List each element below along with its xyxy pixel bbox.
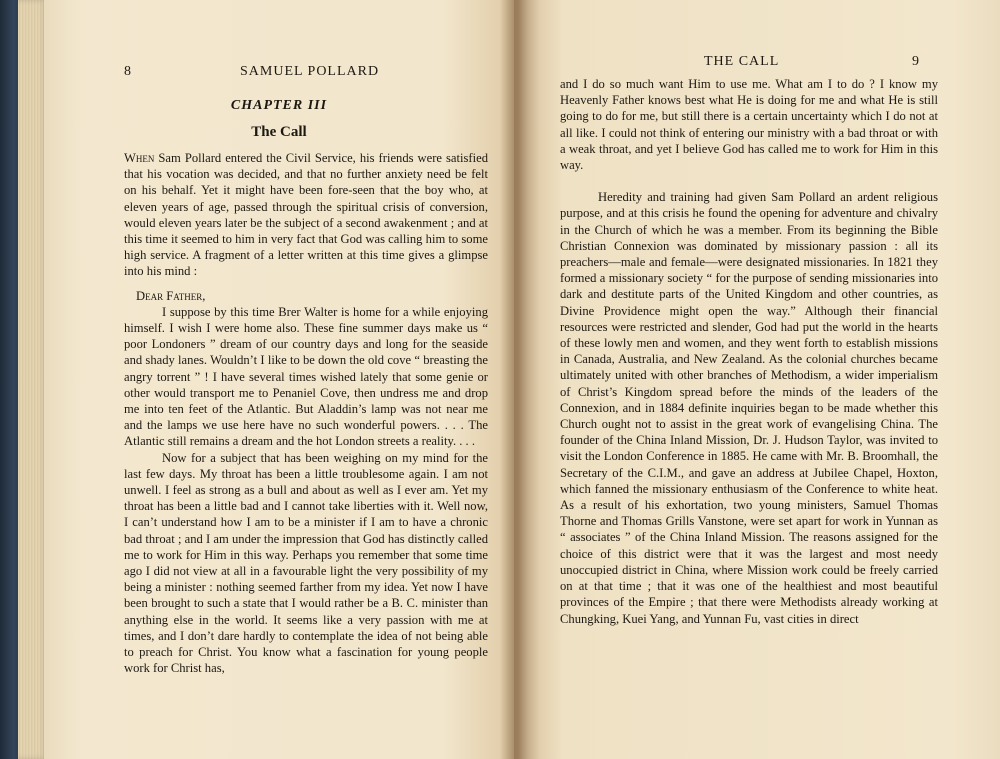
right-page: [514, 0, 1000, 759]
chapter-title: The Call: [251, 124, 307, 140]
opening-paragraph-text: Sam Pollard entered the Civil Service, his friends were satisfied that his vocation was decided, and that no further anxiety need be felt on his behalf. Yet it might have been fore-seen that the boy who, at eleven years of age, passed through the spiritual crisis of conversion, would eleven years later be the subject of a second awakenment ; and at this time it seemed to him in very fact that God was calling him to some high service. A fragment of a letter written at this time gives a glimpse into his mind :: [124, 151, 488, 279]
opening-word: When: [124, 151, 155, 165]
right-text-block: [560, 76, 938, 627]
letter-closing-paragraph: and I do so much want Him to use me. What am I to do ? I know my Heavenly Father knows best what He is doing for me and what He is still going to do for me, but still there is a certain uncertainty which I do not at all like. I could not think of entering our ministry with a bad throat or with a weak throat, and yet I believe God has called me to work for Him in this way.: [560, 77, 938, 173]
letter-paragraph: I suppose by this time Brer Walter is home for a while enjoying himself. I wish I were home also. These fine summer days make us “ poor Londoners ” dream of our country days and long for the seaside and shady lanes. Wouldn’t I like to be down the old cove “ breasting the angry torrent ” ! I have several times wished lately that some genie or other would transport me to Penaniel Cove, then undress me and drop me into ten feet of the Atlantic. But Aladdin’s lamp was not near me and the lamps we use here have no such wonderful powers. . . . The Atlantic still remains a dream and the hot London streets a reality. . . .: [124, 304, 488, 449]
left-page-number: 8: [124, 64, 132, 79]
right-page-number: 9: [912, 54, 920, 69]
left-running-head: SAMUEL POLLARD: [240, 64, 380, 79]
right-running-head: THE CALL: [704, 54, 780, 69]
letter-salutation: Dear Father,: [136, 288, 206, 303]
chapter-label: CHAPTER III: [230, 98, 328, 113]
opening-paragraph: [124, 150, 488, 280]
left-page: [44, 0, 514, 759]
left-text-block: [124, 150, 488, 677]
letter-paragraph: Now for a subject that has been weighing on my mind for the last few days. My throat has been a little troublesome again. I am not unwell. I feel as strong as a bull and about as well as I ever am. Yet my throat has been a little bad and I cannot take liberties with it. Well now, I can’t understand how I am to be a minister if I am to have a chronic bad throat ; and I am under the impression that God has distinctly called me to work for Him in this way. Perhaps you remember that some time ago I did not view at all in a favourable light the very possibility of my being a minister : nothing seemed farther from my idea. Yet now I have been brought to such a state that I would rather be a B. C. minister than anything else in the world. It seems like a very passion with me at times, and I don’t dare hardly to contemplate the idea of not being able to preach for Christ. You know what a fascination for young people work for Christ has,: [124, 450, 488, 676]
body-paragraph: Heredity and training had given Sam Pollard an ardent religious purpose, and at this crisis he found the opening for adventure and chivalry in the Church of which he was a member. From its beginning the Bible Christian Connexion was dominated by missionary passion : all its preachers—male and female—were designated missionaries. In 1821 they formed a missionary society “ for the purpose of sending missionaries into dark and destitute parts of the United Kingdom and other countries, as Divine Providence might open the way.” Although their financial resources were restricted and slender, God had put the world in the hearts of these lowly men and women, and they went forth to establish missions in Canada, Australia, and New Zealand. As the colonial churches became ultimately united with other branches of Methodism, a wider imperialism of Christ’s Kingdom spread before the minds of the leaders of the Connexion, and in 1884 definite inquiries began to be made whether this Church ought not to assist in the great work of evangelising China. The founder of the China Inland Mission, Dr. J. Hudson Taylor, was invited to visit the London Conference in 1885. He came with Mr. B. Broomhall, the Secretary of the C.I.M., and gave an address at Jubilee Chapel, Hoxton, which fanned the missionary enthusiasm of the Conference to white heat. As a result of his exhortation, two young ministers, Samuel Thomas Thorne and Thomas Grills Vanstone, were set apart for work in Yunnan as “ associates ” of the China Inland Mission. The reasons assigned for the choice of this district were that it was the largest and most needy unoccupied district in China, where Mission work could be freely carried on at that time ; that it was one of the healthiest and most beautiful provinces of the Empire ; that there were Methodists already working at Chungking, Kuei Yang, and Yunnan Fu, vast cities in direct: [560, 190, 938, 626]
